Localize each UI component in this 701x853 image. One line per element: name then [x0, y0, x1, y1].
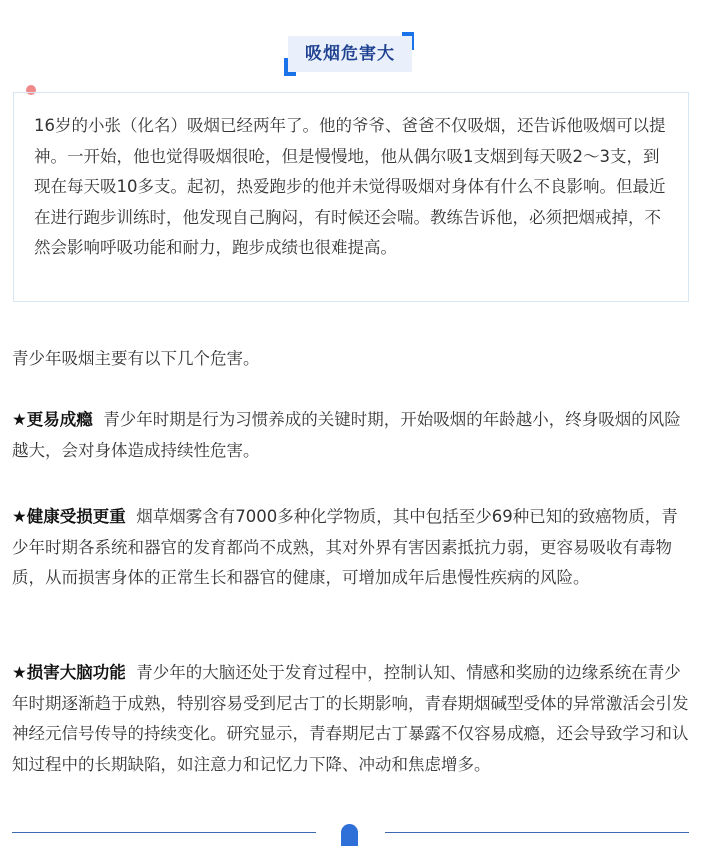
- story-text: 16岁的小张（化名）吸烟已经两年了。他的爷爷、爸爸不仅吸烟，还告诉他吸烟可以提神。一开始，他也觉得吸烟很呛，但是慢慢地，他从偶尔吸1支烟到每天吸2～3支，到现在每天吸10多支。起初，热爱跑步的他并未觉得吸烟对身体有什么不良影响。但最近在进行跑步训练时，他发现自己胸闷，有时候还会喘。教练告诉他，必须把烟戒掉，不然会影响呼吸功能和耐力，跑步成绩也很难提高。: [34, 116, 666, 257]
- section-addiction-body: 青少年时期是行为习惯养成的关键时期，开始吸烟的年龄越小，终身吸烟的风险越大，会对身体造成持续性危害。: [12, 410, 681, 460]
- title-text: 吸烟危害大: [305, 44, 395, 64]
- intro-paragraph: 青少年吸烟主要有以下几个危害。: [12, 349, 260, 368]
- section-brain-body: 青少年的大脑还处于发育过程中，控制认知、情感和奖励的边缘系统在青少年时期逐渐趋于成熟，特别容易受到尼古丁的长期影响，青春期烟碱型受体的异常激活会引发神经元信号传导的持续变化。研究显示，青春期尼古丁暴露不仅容易成瘾，还会导致学习和认知过程中的长期缺陷，如注意力和记忆力下降、冲动和焦虑增多。: [12, 663, 689, 774]
- footer-divider-right: [385, 832, 689, 833]
- section-brain-heading: ★损害大脑功能: [12, 663, 126, 682]
- section-brain: [12, 658, 690, 780]
- footer-pin-icon: [341, 824, 358, 846]
- section-addiction-heading: ★更易成瘾: [12, 410, 93, 429]
- section-title: [0, 36, 701, 76]
- title-banner: [288, 36, 412, 72]
- section-health: [12, 502, 690, 594]
- section-health-heading: ★健康受损更重: [12, 507, 126, 526]
- story-box: [13, 92, 689, 302]
- section-health-body: 烟草烟雾含有7000多种化学物质，其中包括至少69种已知的致癌物质，青少年时期各系统和器官的发育都尚不成熟，其对外界有害因素抵抗力弱，更容易吸收有毒物质，从而损害身体的正常生长和器官的健康，可增加成年后患慢性疾病的风险。: [12, 507, 678, 587]
- footer-divider-left: [12, 832, 316, 833]
- title-corner-decoration-bottom-left: [284, 58, 296, 76]
- section-addiction: [12, 405, 690, 466]
